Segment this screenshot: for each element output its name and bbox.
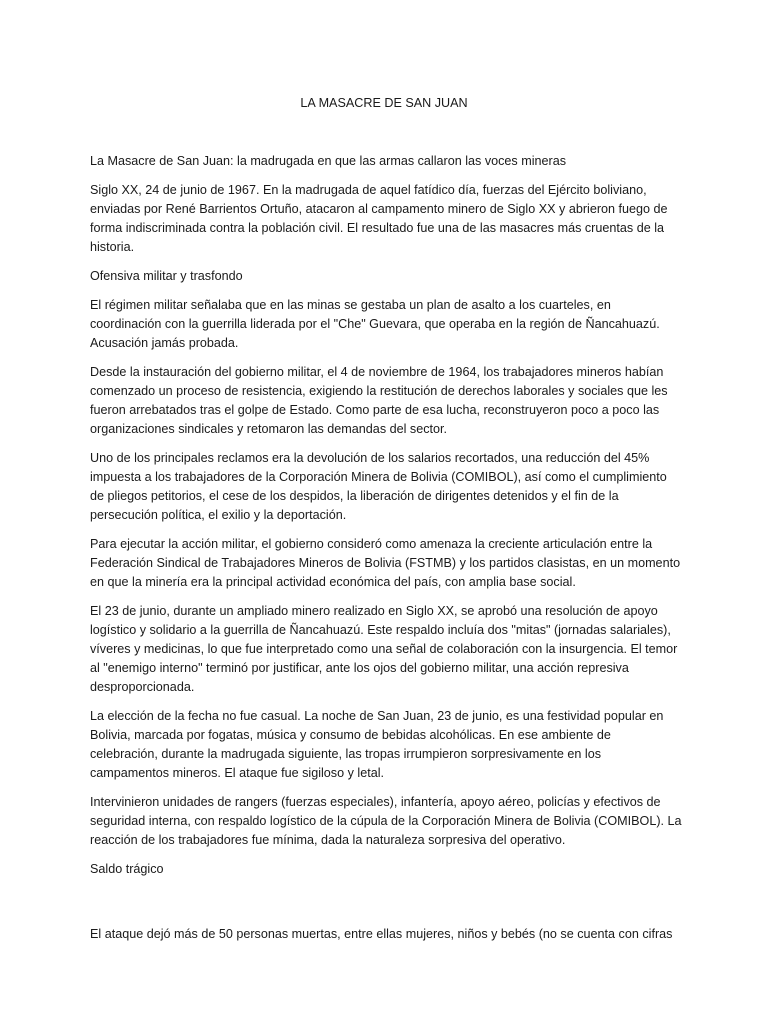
document-title: LA MASACRE DE SAN JUAN <box>300 96 468 110</box>
document-subtitle: La Masacre de San Juan: la madrugada en que las armas callaron las voces mineras <box>90 154 567 168</box>
paragraph-saldo: El ataque dejó más de 50 personas muertas, entre ellas mujeres, niños y bebés (no se cuenta con cifras <box>90 927 673 941</box>
paragraph-intro: Siglo XX, 24 de junio de 1967. En la madrugada de aquel fatídico día, fuerzas del Ejército boliviano, enviadas por René Barrientos Ortuño, atacaron al campamento minero de Siglo XX y abrieron fuego de forma indiscriminada contra la población civil. El resultado fue una de las masacres más cruentas de la historia. <box>90 183 668 254</box>
section-heading-ofensiva: Ofensiva militar y trasfondo <box>90 269 243 283</box>
section-heading-saldo: Saldo trágico <box>90 862 164 876</box>
paragraph-fecha: La elección de la fecha no fue casual. La noche de San Juan, 23 de junio, es una festividad popular en Bolivia, marcada por fogatas, música y consumo de bebidas alcohólicas. En ese ambiente de celebración, durante la madrugada siguiente, las tropas irrumpieron sorpresivamente en los campamentos mineros. El ataque fue sigiloso y letal. <box>90 709 664 780</box>
document-body <box>90 152 682 954</box>
paragraph-regimen: El régimen militar señalaba que en las minas se gestaba un plan de asalto a los cuarteles, en coordinación con la guerrilla liderada por el "Che" Guevara, que operaba en la región de Ñancahuazú. Acusación jamás probada. <box>90 298 660 350</box>
paragraph-unidades: Intervinieron unidades de rangers (fuerzas especiales), infantería, apoyo aéreo, policías y efectivos de seguridad interna, con respaldo logístico de la cúpula de la Corporación Minera de Bolivia (COMIBOL). La reacción de los trabajadores fue mínima, dada la naturaleza sorpresiva del operativo. <box>90 795 682 847</box>
paragraph-amenaza: Para ejecutar la acción militar, el gobierno consideró como amenaza la creciente articulación entre la Federación Sindical de Trabajadores Mineros de Bolivia (FSTMB) y los partidos clasistas, en un momento en que la minería era la principal actividad económica del país, con amplia base social. <box>90 537 681 589</box>
paragraph-ampliado: El 23 de junio, durante un ampliado minero realizado en Siglo XX, se aprobó una resolución de apoyo logístico y solidario a la guerrilla de Ñancahuazú. Este respaldo incluía dos "mitas" (jornadas salariales), víveres y medicinas, lo que fue interpretado como una señal de colaboración con la insurgencia. El temor al "enemigo interno" terminó por justificar, ante los ojos del gobierno militar, una acción represiva desproporcionada. <box>90 604 678 694</box>
paragraph-resistencia: Desde la instauración del gobierno militar, el 4 de noviembre de 1964, los trabajadores mineros habían comenzado un proceso de resistencia, exigiendo la restitución de derechos laborales y sociales que les fueron arrebatados tras el golpe de Estado. Como parte de esa lucha, reconstruyeron poco a poco las organizaciones sindicales y retomaron las demandas del sector. <box>90 365 668 436</box>
paragraph-reclamos: Uno de los principales reclamos era la devolución de los salarios recortados, una reducción del 45% impuesta a los trabajadores de la Corporación Minera de Bolivia (COMIBOL), así como el cumplimiento de pliegos petitorios, el cese de los despidos, la liberación de dirigentes detenidos y el fin de la persecución política, el exilio y la deportación. <box>90 451 667 522</box>
